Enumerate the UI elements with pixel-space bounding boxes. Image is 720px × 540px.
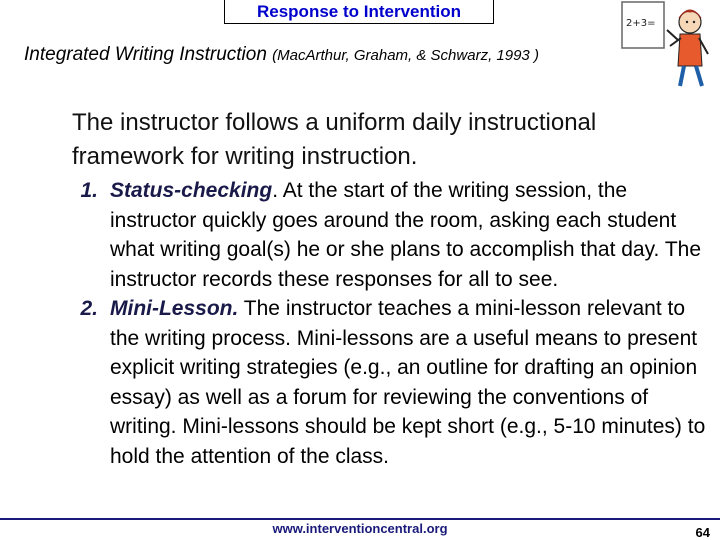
step-text: At the start of the writing session, the instructor quickly goes around the room, asking each student what writing goal(s) he or she plans to accomplish that day. The instructor records these responses for all to see. xyxy=(110,179,702,291)
step-text: The instructor teaches a mini-lesson relevant to the writing process. Mini-lessons are a useful means to present explicit writing strategies (e.g., an outline for drafting an opinion essay) as well as a forum for reviewing the conventions of writing. Mini-lessons should be kept short (e.g., 5-10 minutes) to hold the attention of the class. xyxy=(110,297,706,468)
step-title: Status-checking xyxy=(110,179,273,202)
steps-list xyxy=(30,176,710,471)
intro-text: The instructor follows a uniform daily instructional framework for writing instruction. xyxy=(72,109,597,170)
teacher-figure-icon xyxy=(618,0,720,90)
list-item xyxy=(30,176,710,294)
subtitle-citation: (MacArthur, Graham, & Schwarz, 1993 ) xyxy=(272,47,539,64)
page-number: 64 xyxy=(695,525,710,540)
subtitle-title: Integrated Writing Instruction xyxy=(24,44,267,65)
header-title: Response to Intervention xyxy=(224,0,494,24)
footer-bar xyxy=(0,518,720,540)
step-number: 2. xyxy=(80,297,98,320)
board-text: 2+3= xyxy=(626,18,656,29)
step-title: Mini-Lesson. xyxy=(110,297,239,320)
step-number: 1. xyxy=(80,179,98,202)
slide-subtitle xyxy=(24,44,704,66)
teacher-figure-illustration xyxy=(618,0,720,90)
step-separator: . xyxy=(272,179,279,202)
footer-url-link[interactable]: www.interventioncentral.org xyxy=(272,521,448,536)
list-item xyxy=(30,294,710,471)
